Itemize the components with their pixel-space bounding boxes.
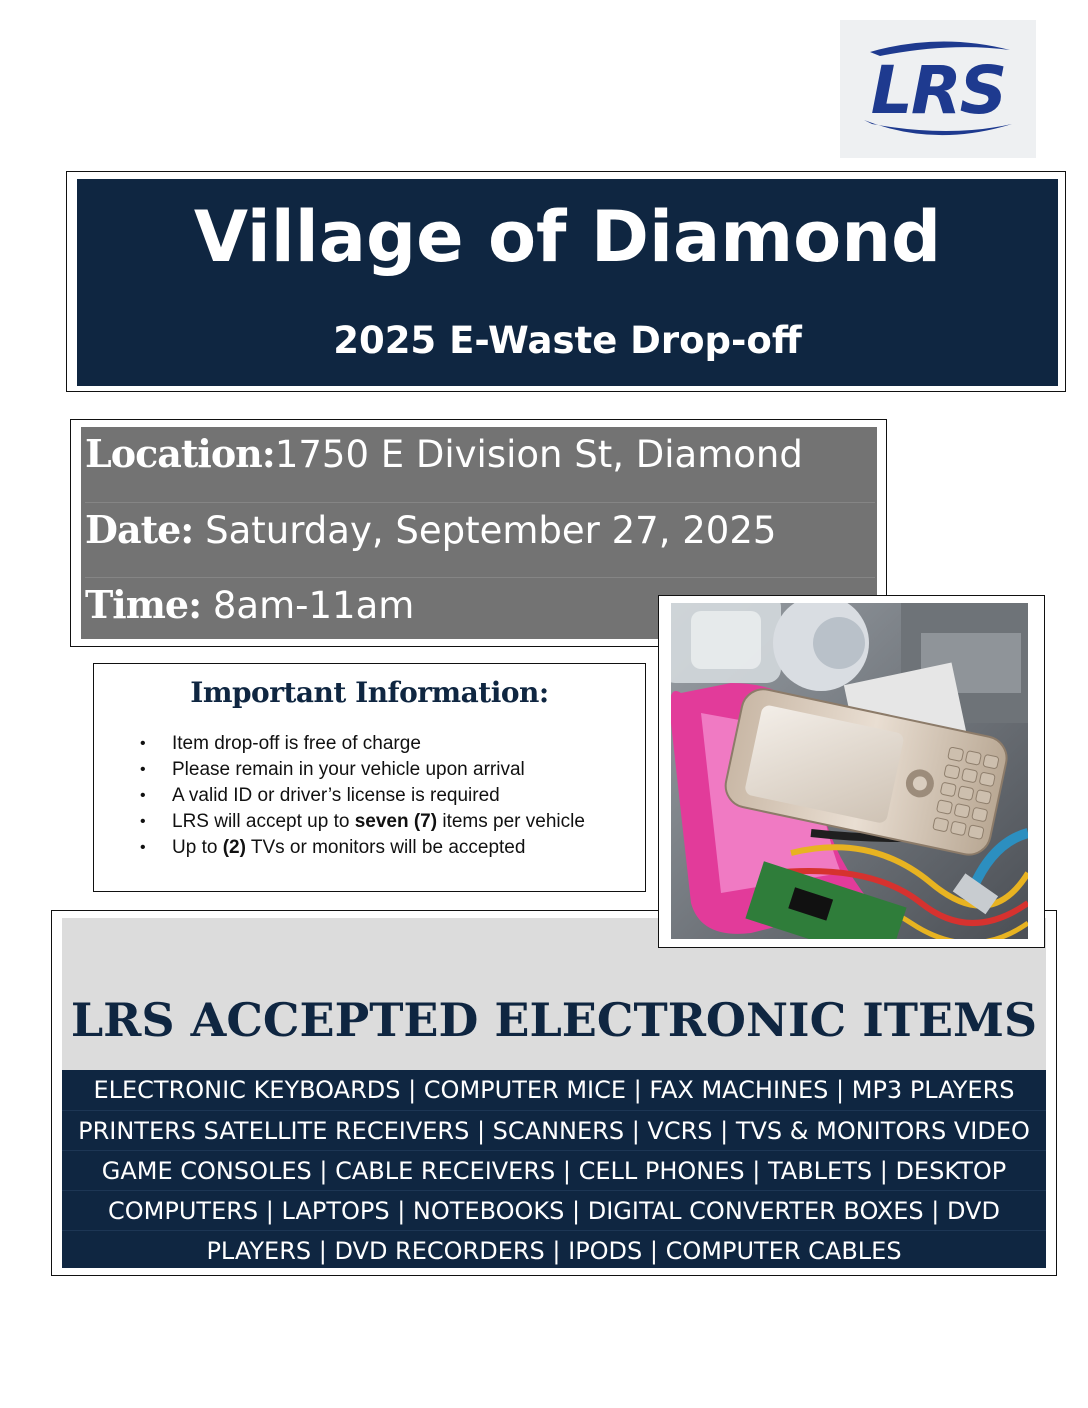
list-item: PRINTERS SATELLITE RECEIVERS | SCANNERS | VCRS | TVS & MONITORS VIDEO: [62, 1110, 1046, 1151]
list-item: • Item drop-off is free of charge: [94, 731, 585, 757]
lrs-logo: [840, 20, 1036, 158]
list-item: • LRS will accept up to seven (7) items per vehicle: [94, 809, 585, 835]
list-item: COMPUTERS | LAPTOPS | NOTEBOOKS | DIGITAL CONVERTER BOXES | DVD: [62, 1190, 1046, 1231]
location-value: 1750 E Division St, Diamond: [274, 433, 803, 476]
logo-text: LRS: [870, 52, 1006, 129]
page-subtitle: 2025 E-Waste Drop-off: [333, 319, 802, 362]
accepted-items-heading: LRS ACCEPTED ELECTRONIC ITEMS: [70, 993, 1038, 1047]
time-value: 8am-11am: [201, 584, 415, 627]
important-info-box: [93, 663, 646, 892]
date-row: [85, 502, 875, 578]
date-label: Date:: [85, 507, 194, 552]
header-banner: [77, 179, 1058, 386]
e-waste-photo-icon: [671, 603, 1028, 939]
list-item: ELECTRONIC KEYBOARDS | COMPUTER MICE | FAX MACHINES | MP3 PLAYERS: [93, 1076, 1015, 1104]
list-item: • A valid ID or driver’s license is required: [94, 783, 585, 809]
location-row: [85, 427, 875, 502]
accepted-items-list: [62, 1070, 1046, 1268]
e-waste-photo: [671, 603, 1028, 939]
list-item: GAME CONSOLES | CABLE RECEIVERS | CELL PHONES | TABLETS | DESKTOP: [62, 1150, 1046, 1191]
list-item: • Please remain in your vehicle upon arrival: [94, 757, 585, 783]
list-item: PLAYERS | DVD RECORDERS | IPODS | COMPUTER CABLES: [62, 1230, 1046, 1271]
location-label: Location:: [85, 431, 275, 476]
page-title: Village of Diamond: [193, 196, 942, 278]
info-heading: Important Information:: [190, 676, 549, 709]
time-label: Time:: [85, 582, 202, 627]
info-list: [94, 731, 585, 861]
list-item: • Up to (2) TVs or monitors will be accepted: [94, 835, 585, 861]
date-value: Saturday, September 27, 2025: [193, 509, 777, 552]
